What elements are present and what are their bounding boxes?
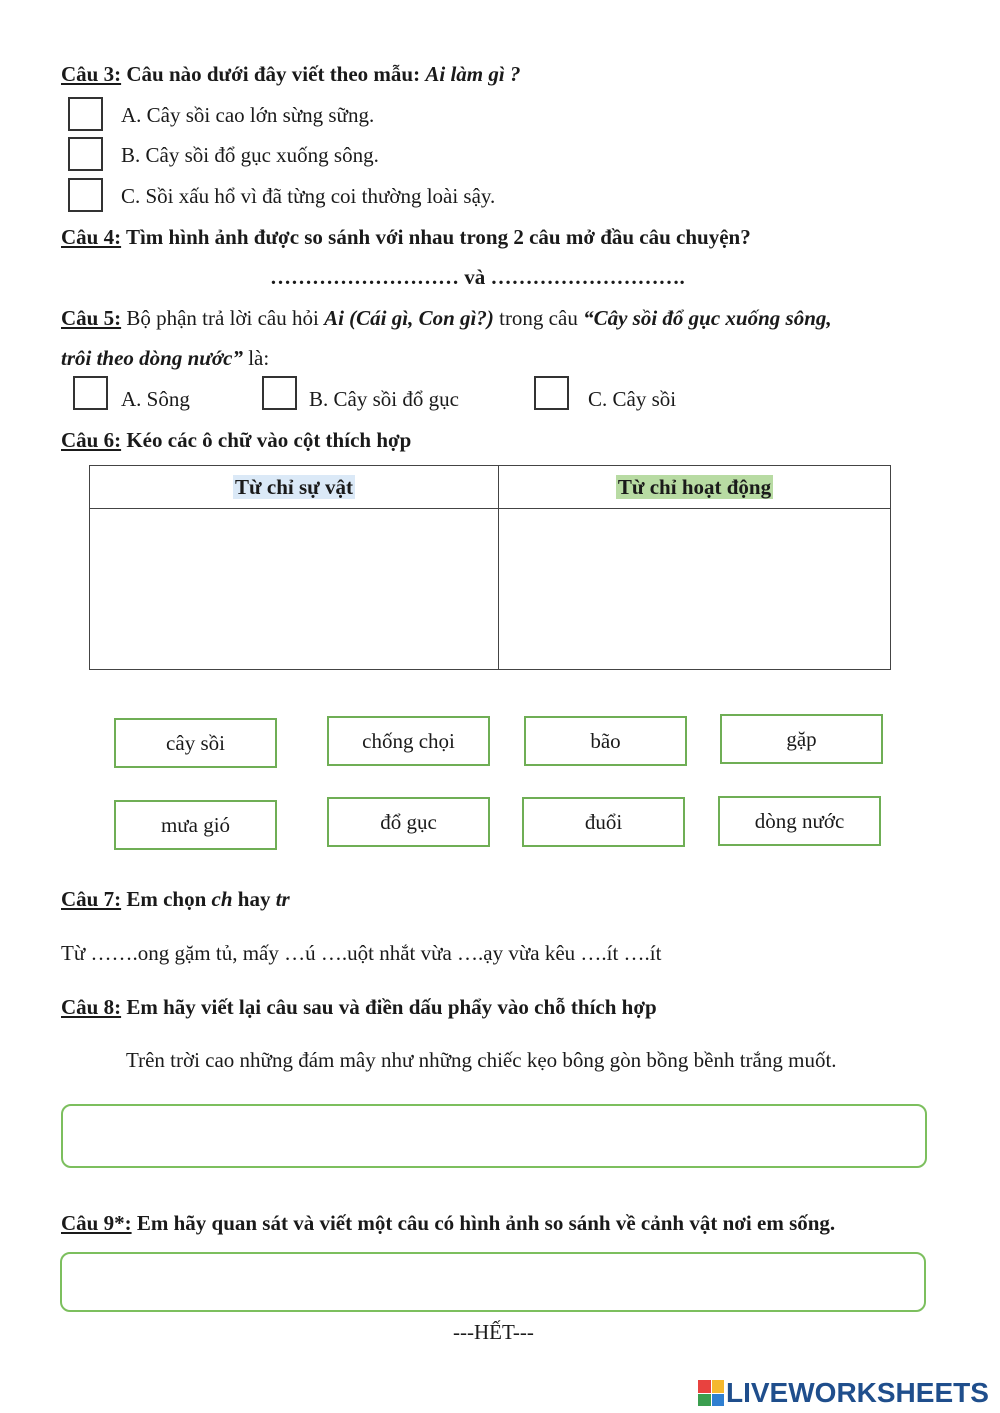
q3-option-c-label: C. Sồi xấu hổ vì đã từng coi thường loài sậy.: [121, 184, 496, 208]
q9-label: Câu 9*:: [61, 1211, 132, 1235]
q5-label: Câu 5:: [61, 306, 122, 330]
q7-text1: Em chọn: [121, 887, 212, 911]
q6-text: Kéo các ô chữ vào cột thích hợp: [121, 428, 412, 452]
q4-connector: và: [459, 265, 491, 289]
q5-option-b-checkbox[interactable]: [262, 376, 297, 410]
q3-option-b-label: B. Cây sồi đổ gục xuống sông.: [121, 143, 379, 167]
q6-heading: [61, 428, 411, 453]
q5-heading: [61, 306, 832, 331]
q4-text: Tìm hình ảnh được so sánh với nhau trong 2 câu mở đầu câu chuyện?: [121, 225, 751, 249]
logo-grid-icon: [698, 1380, 724, 1406]
col1-header: [90, 466, 499, 509]
q4-dots-right[interactable]: ……………………….: [490, 265, 685, 289]
word-chip-gap[interactable]: gặp: [720, 714, 883, 764]
word-chip-chong-choi[interactable]: chống chọi: [327, 716, 490, 766]
q9-text: Em hãy quan sát và viết một câu có hình ảnh so sánh về cảnh vật nơi em sống.: [131, 1211, 836, 1235]
col2-header-label: Từ chỉ hoạt động: [617, 474, 772, 499]
q4-dots-left[interactable]: ………………………: [270, 265, 459, 289]
sort-table: [89, 465, 891, 670]
q7-label: Câu 7:: [61, 887, 122, 911]
logo-square-e: [712, 1394, 725, 1407]
word-chip-mua-gio[interactable]: mưa gió: [114, 800, 277, 850]
q5-quote-line1: “Cây sồi đổ gục xuống sông,: [583, 306, 832, 330]
word-chip-bao[interactable]: bão: [524, 716, 687, 766]
q3-text: Câu nào dưới đây viết theo mẫu:: [121, 62, 426, 86]
q8-label: Câu 8:: [61, 995, 122, 1019]
q3-option-a-label: A. Cây sồi cao lớn sừng sững.: [121, 103, 375, 127]
word-chip-duoi[interactable]: đuổi: [522, 797, 685, 847]
word-chip-cay-soi[interactable]: cây sồi: [114, 718, 277, 768]
liveworksheets-logo: [698, 1377, 989, 1409]
end-marker: ---HẾT---: [453, 1320, 534, 1344]
col1-header-label: Từ chỉ sự vật: [235, 474, 353, 499]
q4-label: Câu 4:: [61, 225, 122, 249]
q8-heading: [61, 995, 657, 1020]
q5-text3: là:: [242, 346, 270, 370]
col1-dropzone[interactable]: [90, 509, 499, 670]
q8-answer-input[interactable]: [61, 1104, 927, 1168]
q8-sentence: Trên trời cao những đám mây như những chiếc kẹo bông gòn bồng bềnh trắng muốt.: [126, 1048, 837, 1072]
q9-heading: [61, 1211, 835, 1236]
q5-text2: trong câu: [493, 306, 584, 330]
q5-option-c-checkbox[interactable]: [534, 376, 569, 410]
q5-heading-line2: [61, 346, 269, 371]
q5-text1: Bộ phận trả lời câu hỏi: [121, 306, 325, 330]
q6-label: Câu 6:: [61, 428, 122, 452]
logo-text: LIVEWORKSHEETS: [726, 1377, 989, 1408]
q5-option-b-label: B. Cây sồi đổ gục: [309, 387, 459, 411]
q3-option-c-checkbox[interactable]: [68, 178, 103, 212]
word-chip-dong-nuoc[interactable]: dòng nước: [718, 796, 881, 846]
q8-text: Em hãy viết lại câu sau và điền dấu phẩy vào chỗ thích hợp: [121, 995, 657, 1019]
q3-option-b-checkbox[interactable]: [68, 137, 103, 171]
q9-answer-input[interactable]: [60, 1252, 926, 1312]
q5-quote-line2: trôi theo dòng nước”: [61, 346, 243, 370]
sort-table-header-row: [90, 466, 891, 509]
logo-square-v: [698, 1394, 711, 1407]
q4-heading: [61, 225, 751, 250]
q3-option-a-checkbox[interactable]: [68, 97, 103, 131]
q5-option-c-label: C. Cây sồi: [588, 387, 677, 411]
q5-option-a-label: A. Sông: [121, 387, 190, 411]
logo-square-l: [698, 1380, 711, 1393]
logo-square-i: [712, 1380, 725, 1393]
q3-pattern: Ai làm gì ?: [425, 62, 521, 86]
word-chip-do-guc[interactable]: đổ gục: [327, 797, 490, 847]
sort-table-drop-row: [90, 509, 891, 670]
q7-heading: [61, 887, 290, 912]
q7-sentence[interactable]: Từ …….ong gặm tủ, mấy …ú ….uột nhắt vừa ….ạy vừa kêu ….ít ….ít: [61, 941, 662, 965]
col2-header: [499, 466, 891, 509]
q4-answer-line: [270, 265, 685, 290]
q7-text2: hay: [232, 887, 276, 911]
q7-tr: tr: [275, 887, 290, 911]
q5-ask: Ai (Cái gì, Con gì?): [324, 306, 494, 330]
q3-heading: [61, 62, 520, 87]
q5-option-a-checkbox[interactable]: [73, 376, 108, 410]
col2-dropzone[interactable]: [499, 509, 891, 670]
q7-ch: ch: [211, 887, 233, 911]
q3-label: Câu 3:: [61, 62, 122, 86]
